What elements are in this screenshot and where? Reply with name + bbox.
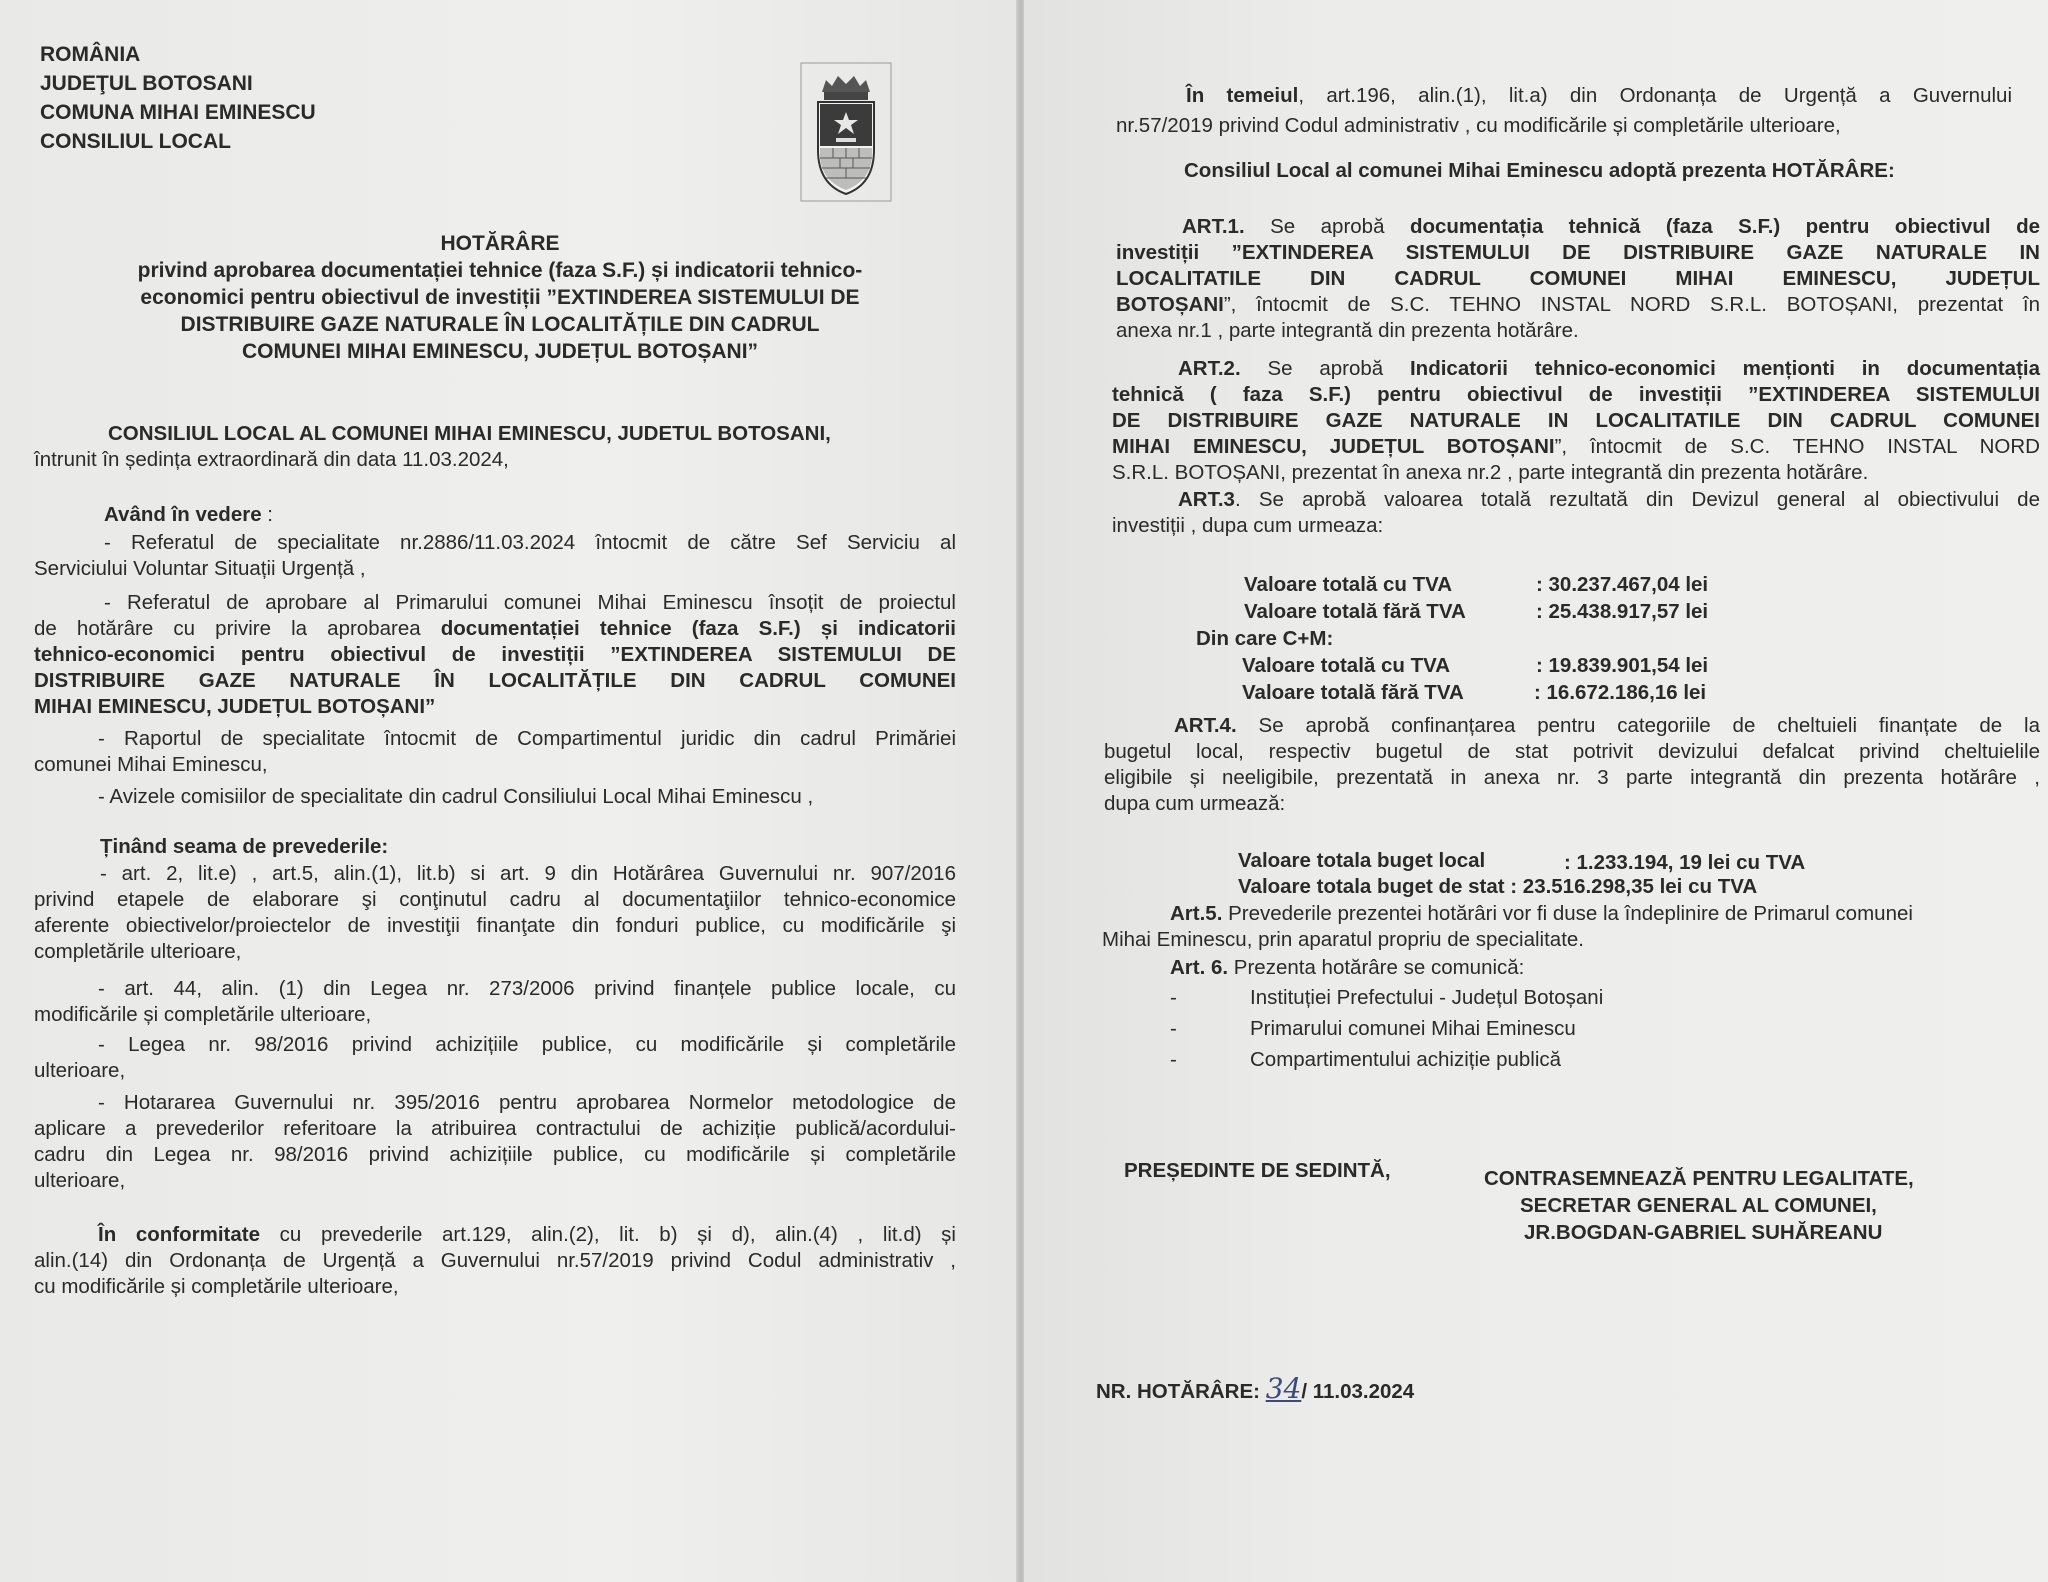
title-line-2: economici pentru obiectivul de investiții ”EXTINDEREA SISTEMULUI DE [140, 286, 860, 309]
having-heading [104, 502, 273, 528]
having-item-3a: - Raportul de specialitate întocmit de Compartimentul juridic din cadrul Primăriei [98, 727, 956, 750]
art2-l4-bold: MIHAI EMINESCU, JUDEȚUL BOTOȘANI [1112, 435, 1555, 458]
decision-number [1096, 1372, 1415, 1405]
having-item-2b-text: de hotărâre cu privire la aprobarea [34, 617, 441, 640]
conformity-line-1 [98, 1222, 956, 1248]
considering-4a: - Hotararea Guvernului nr. 395/2016 pentru aprobarea Normelor metodologice de [98, 1091, 956, 1114]
conformity-line-2: alin.(14) din Ordonanța de Urgență a Guvernului nr.57/2019 privind Codul administrativ , [34, 1249, 956, 1272]
recipient-2-dash: - [1170, 1017, 1177, 1040]
recipient-3-dash: - [1170, 1048, 1177, 1071]
art3-l1: . Se aprobă valoarea totală rezultată din Devizul general al obiectivului de [1234, 488, 2040, 511]
recipient-1-dash: - [1170, 986, 1177, 1009]
art1-l4-rest: ”, întocmit de S.C. TEHNO INSTAL NORD S.R.L. BOTOȘANI, prezentat în [1223, 293, 2040, 316]
value-3-amount: : 19.839.901,54 lei [1536, 654, 1709, 677]
art6-line-1 [1170, 955, 1524, 981]
header-commune: COMUNA MIHAI EMINESCU [40, 101, 316, 124]
coat-of-arms-icon [800, 62, 892, 202]
having-item-2e: MIHAI EMINESCU, JUDEȚUL BOTOȘANI” [34, 695, 436, 718]
art2-line-2: tehnică ( faza S.F.) pentru obiectivul de investiții ”EXTINDEREA SISTEMULUI [1112, 383, 2040, 406]
art2-label: ART.2. [1178, 357, 1241, 380]
basis-bold: În temeiul [1186, 84, 1299, 107]
having-item-2b [34, 616, 956, 642]
considering-2a: - art. 44, alin. (1) din Legea nr. 273/2006 privind finanțele publice locale, cu [98, 977, 956, 1000]
title-line-1: privind aprobarea documentației tehnice (faza S.F.) și indicatorii tehnico- [137, 259, 863, 282]
value-3-label: Valoare totală cu TVA [1242, 654, 1451, 677]
handwritten-number: 34 [1265, 1372, 1302, 1405]
header-council: CONSILIUL LOCAL [40, 130, 231, 153]
decision-heading: HOTĂRÂRE [440, 232, 560, 255]
art4-line-4: dupa cum urmează: [1104, 792, 1286, 815]
local-budget-value: : 1.233.194, 19 lei cu TVA [1564, 851, 1806, 874]
header-country: ROMÂNIA [40, 43, 141, 66]
art2-bold: Indicatorii tehnico-economici menționti in documentația [1409, 357, 2040, 380]
art5-l1: Prevederile prezentei hotărâri vor fi duse la îndeplinire de Primarul comunei [1222, 902, 1913, 925]
countersign-line-3: JR.BOGDAN-GABRIEL SUHĂREANU [1524, 1221, 1883, 1244]
right-page [1024, 0, 2048, 1582]
art2-mid: Se aprobă [1240, 357, 1410, 380]
having-item-2b-bold: documentației tehnice (faza S.F.) și indicatorii [440, 617, 956, 640]
having-heading-text: Având în vedere [104, 503, 262, 526]
considering-3b: ulterioare, [34, 1059, 126, 1082]
title-line-3: DISTRIBUIRE GAZE NATURALE ÎN LOCALITĂȚILE DIN CADRUL [180, 313, 820, 336]
considering-1c: aferente obiectivelor/proiectelor de investiţii finanţate din fonduri publice, cu modificările şi [34, 914, 956, 937]
art1-line-3: LOCALITATILE DIN CADRUL COMUNEI MIHAI EMINESCU, JUDEȚUL [1116, 267, 2040, 290]
art1-line-4 [1116, 292, 2040, 318]
considering-heading: Ținând seama de prevederile: [100, 835, 389, 858]
session-line: întrunit în ședința extraordinară din data 11.03.2024, [34, 448, 509, 471]
cm-subheading: Din care C+M: [1196, 627, 1334, 650]
considering-2b: modificările și completările ulterioare, [34, 1003, 372, 1026]
art4-line-1 [1174, 713, 2040, 739]
basis-line-1 [1186, 83, 2012, 109]
basis-l1: , art.196, alin.(1), lit.a) din Ordonanța de Urgență a Guvernului [1298, 84, 2012, 107]
basis-line-2: nr.57/2019 privind Codul administrativ , cu modificările și completările ulterioare, [1116, 114, 1841, 137]
art6-label: Art. 6. [1170, 956, 1229, 979]
state-budget-line: Valoare totala buget de stat : 23.516.298,35 lei cu TVA [1238, 875, 1758, 898]
considering-3a: - Legea nr. 98/2016 privind achizițiile publice, cu modificările și completările [98, 1033, 956, 1056]
recipient-1: Instituției Prefectului - Județul Botoșani [1250, 986, 1604, 1009]
art2-line-1 [1178, 356, 2040, 382]
considering-4b: aplicare a prevederilor referitoare la atribuirea contractului de achiziție publică/acordului- [34, 1117, 956, 1140]
art4-line-2: bugetul local, respectiv bugetul de stat potrivit devizului defalcat privind cheltuielile [1104, 740, 2040, 763]
art1-bold: documentația tehnică (faza S.F.) pentru obiectivul de [1409, 215, 2040, 238]
countersign-line-2: SECRETAR GENERAL AL COMUNEI, [1520, 1194, 1877, 1217]
council-intro: CONSILIUL LOCAL AL COMUNEI MIHAI EMINESCU, JUDETUL BOTOSANI, [108, 422, 831, 445]
art1-label: ART.1. [1182, 215, 1245, 238]
decision-number-label: NR. HOTĂRÂRE: [1096, 1380, 1266, 1403]
art1-line-2: investiții ”EXTINDEREA SISTEMULUI DE DISTRIBUIRE GAZE NATURALE IN [1116, 241, 2040, 264]
art1-l4-bold: BOTOȘANI [1116, 293, 1224, 316]
art1-line-1 [1182, 214, 2040, 240]
art2-line-5: S.R.L. BOTOȘANI, prezentat în anexa nr.2 , parte integrantă din prezenta hotărâre. [1112, 461, 1869, 484]
art5-line-2: Mihai Eminescu, prin aparatul propriu de specialitate. [1102, 928, 1585, 951]
having-item-2a: - Referatul de aprobare al Primarului comunei Mihai Eminescu însoțit de proiectul [104, 591, 956, 614]
art5-label: Art.5. [1170, 902, 1223, 925]
art4-label: ART.4. [1174, 714, 1237, 737]
value-4-amount: : 16.672.186,16 lei [1534, 681, 1707, 704]
conformity-l1: cu prevederile art.129, alin.(2), lit. b) și d), alin.(4) , lit.d) și [260, 1223, 956, 1246]
art1-mid: Se aprobă [1244, 215, 1410, 238]
having-colon: : [261, 503, 274, 526]
conformity-line-3: cu modificările și completările ulterioare, [34, 1275, 399, 1298]
adopts-line: Consiliul Local al comunei Mihai Eminescu adoptă prezenta HOTĂRÂRE: [1184, 159, 1895, 182]
considering-1d: completările ulterioare, [34, 940, 242, 963]
considering-4d: ulterioare, [34, 1169, 126, 1192]
left-page [0, 0, 1018, 1582]
art4-l1: Se aprobă confinanțarea pentru categoriile de cheltuieli finanțate de la [1236, 714, 2040, 737]
value-4-label: Valoare totală fără TVA [1242, 681, 1464, 704]
having-item-1a: - Referatul de specialitate nr.2886/11.03.2024 întocmit de către Sef Serviciu al [104, 531, 956, 554]
having-item-4: - Avizele comisiilor de specialitate din cadrul Consiliului Local Mihai Eminescu , [98, 785, 814, 808]
value-2-amount: : 25.438.917,57 lei [1536, 600, 1709, 623]
recipient-2: Primarului comunei Mihai Eminescu [1250, 1017, 1576, 1040]
having-item-2c: tehnico-economici pentru obiectivul de investiții ”EXTINDEREA SISTEMULUI DE [34, 643, 956, 666]
president-signature-label: PREȘEDINTE DE SEDINTĂ, [1124, 1159, 1391, 1182]
considering-1b: privind etapele de elaborare şi conţinutul cadru al documentaţiilor tehnico-economice [34, 888, 956, 911]
art6-l1: Prezenta hotărâre se comunică: [1228, 956, 1525, 979]
art3-line-2: investiții , dupa cum urmeaza: [1112, 514, 1384, 537]
having-item-2d: DISTRIBUIRE GAZE NATURALE ÎN LOCALITĂȚILE DIN CADRUL COMUNEI [34, 669, 956, 692]
local-budget-label: Valoare totala buget local [1238, 849, 1486, 872]
recipient-3: Compartimentului achiziție publică [1250, 1048, 1562, 1071]
header-county: JUDEŢUL BOTOSANI [40, 72, 253, 95]
value-2-label: Valoare totală fără TVA [1244, 600, 1466, 623]
decision-date: / 11.03.2024 [1301, 1380, 1415, 1403]
value-1-label: Valoare totală cu TVA [1244, 573, 1453, 596]
having-item-3b: comunei Mihai Eminescu, [34, 753, 268, 776]
art3-label: ART.3 [1178, 488, 1235, 511]
art2-line-3: DE DISTRIBUIRE GAZE NATURALE IN LOCALITATILE DIN CADRUL COMUNEI [1112, 409, 2040, 432]
considering-1a: - art. 2, lit.e) , art.5, alin.(1), lit.b) si art. 9 din Hotărârea Guvernului nr. 907/2016 [100, 862, 956, 885]
having-item-1b: Serviciului Voluntar Situații Urgență , [34, 557, 366, 580]
art4-line-3: eligibile și neeligibile, prezentată in anexa nr. 3 parte integrantă din prezenta hotărâre , [1104, 766, 2040, 789]
art2-l4-rest: ”, întocmit de S.C. TEHNO INSTAL NORD [1554, 435, 2040, 458]
art1-line-5: anexa nr.1 , parte integrantă din prezenta hotărâre. [1116, 319, 1579, 342]
countersign-line-1: CONTRASEMNEAZĂ PENTRU LEGALITATE, [1484, 1167, 1914, 1190]
art2-line-4 [1112, 434, 2040, 460]
value-1-amount: : 30.237.467,04 lei [1536, 573, 1709, 596]
conformity-bold: În conformitate [98, 1223, 261, 1246]
title-line-4: COMUNEI MIHAI EMINESCU, JUDEȚUL BOTOȘANI” [241, 340, 759, 363]
considering-4c: cadru din Legea nr. 98/2016 privind achizițiile publice, cu modificările și completările [34, 1143, 956, 1166]
art5-line-1 [1170, 901, 1913, 927]
art3-line-1 [1178, 487, 2040, 513]
